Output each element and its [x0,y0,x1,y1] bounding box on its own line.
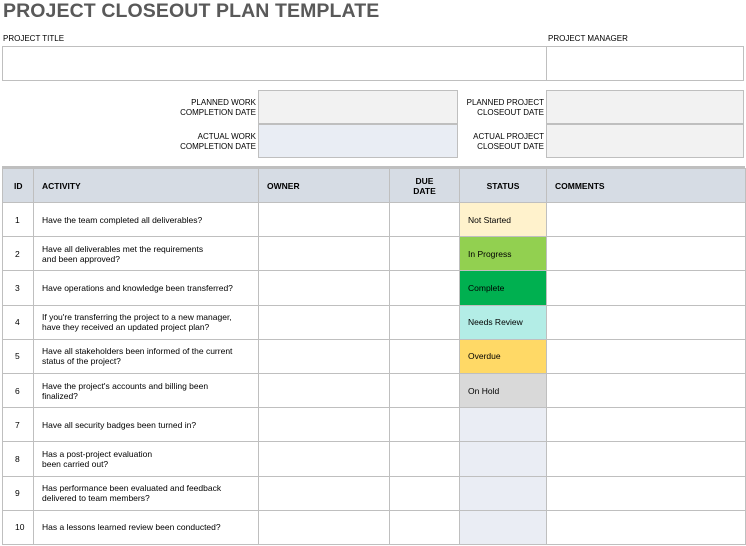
project-manager-label: PROJECT MANAGER [548,34,628,43]
closeout-table [2,168,746,545]
row-activity [34,271,259,305]
row-due-date-cell[interactable] [390,476,460,510]
row-activity [34,510,259,544]
header-due-date [390,169,460,203]
row-id: 5 [3,339,34,373]
row-owner-cell[interactable] [259,442,390,476]
header-owner: OWNER [259,169,390,203]
actual-work-label-line2: COMPLETION DATE [180,141,256,151]
header-activity: ACTIVITY [34,169,259,203]
row-id: 10 [3,510,34,544]
row-activity-line1: Have operations and knowledge been transferred? [42,282,233,293]
row-activity-line2: delivered to team members? [42,493,150,504]
actual-closeout-label-line1: ACTUAL PROJECT [473,132,544,141]
table-header-row [3,169,746,203]
row-id: 6 [3,373,34,407]
row-activity-line2: been carried out? [42,458,109,469]
row-owner-cell[interactable] [259,339,390,373]
row-status-cell[interactable]: Needs Review [460,305,547,339]
table-row [3,510,746,544]
row-status-cell[interactable]: Overdue [460,339,547,373]
row-status-cell[interactable]: Not Started [460,203,547,237]
row-activity [34,408,259,442]
row-comments-cell[interactable] [547,408,746,442]
row-due-date-cell[interactable] [390,510,460,544]
row-activity [34,305,259,339]
row-activity-line1: Have all stakeholders been informed of the current [42,346,233,357]
row-due-date-cell[interactable] [390,237,460,271]
row-comments-cell[interactable] [547,339,746,373]
header-due-line2: DATE [413,185,436,196]
project-title-field[interactable] [2,46,547,81]
row-status-cell[interactable] [460,442,547,476]
table-row [3,305,746,339]
header-due-line1: DUE [415,175,434,186]
table-row [3,237,746,271]
row-activity [34,237,259,271]
actual-work-label [136,132,256,151]
project-manager-field[interactable] [546,46,744,81]
row-due-date-cell[interactable] [390,271,460,305]
actual-work-label-line1: ACTUAL WORK [197,132,256,141]
actual-closeout-date-field[interactable] [546,124,744,158]
row-id: 4 [3,305,34,339]
row-activity-line2: and been approved? [42,253,120,264]
table-row [3,203,746,237]
row-id: 7 [3,408,34,442]
row-id: 2 [3,237,34,271]
row-activity-line1: If you're transferring the project to a new manager, [42,312,232,323]
row-owner-cell[interactable] [259,203,390,237]
row-due-date-cell[interactable] [390,442,460,476]
row-owner-cell[interactable] [259,510,390,544]
actual-closeout-label-line2: CLOSEOUT DATE [477,141,544,151]
row-activity [34,476,259,510]
table-row [3,271,746,305]
row-activity [34,373,259,407]
row-status-cell[interactable] [460,408,547,442]
table-row [3,476,746,510]
actual-closeout-label [424,132,544,151]
row-id: 8 [3,442,34,476]
row-comments-cell[interactable] [547,203,746,237]
row-due-date-cell[interactable] [390,339,460,373]
row-activity [34,203,259,237]
row-owner-cell[interactable] [259,408,390,442]
table-row [3,339,746,373]
planned-closeout-date-field[interactable] [546,90,744,124]
header-comments: COMMENTS [547,169,746,203]
table-row [3,373,746,407]
row-comments-cell[interactable] [547,237,746,271]
row-owner-cell[interactable] [259,305,390,339]
row-activity [34,442,259,476]
row-due-date-cell[interactable] [390,373,460,407]
row-activity-line1: Has a lessons learned review been conducted? [42,522,221,533]
row-activity [34,339,259,373]
planned-work-label-line2: COMPLETION DATE [180,107,256,117]
row-activity-line1: Has a post-project evaluation [42,448,153,459]
header-id: ID [3,169,34,203]
row-activity-line1: Have the project's accounts and billing been [42,380,209,391]
row-activity-line1: Has performance been evaluated and feedback [42,483,222,494]
row-id: 9 [3,476,34,510]
row-due-date-cell[interactable] [390,408,460,442]
row-comments-cell[interactable] [547,510,746,544]
row-comments-cell[interactable] [547,442,746,476]
project-title-label: PROJECT TITLE [3,34,65,43]
row-activity-line2: finalized? [42,390,78,401]
row-comments-cell[interactable] [547,271,746,305]
planned-work-label-line1: PLANNED WORK [191,98,256,107]
row-status-cell[interactable] [460,476,547,510]
row-status-cell[interactable]: Complete [460,271,547,305]
table-row [3,408,746,442]
row-status-cell[interactable] [460,510,547,544]
table-row [3,442,746,476]
row-due-date-cell[interactable] [390,203,460,237]
row-owner-cell[interactable] [259,476,390,510]
planned-work-label [136,98,256,117]
row-owner-cell[interactable] [259,271,390,305]
row-activity-line1: Have all deliverables met the requirements [42,243,204,254]
row-activity-line1: Have the team completed all deliverables? [42,214,203,225]
planned-closeout-label-line2: CLOSEOUT DATE [477,107,544,117]
row-status-cell[interactable]: In Progress [460,237,547,271]
planned-closeout-label [424,98,544,117]
row-comments-cell[interactable] [547,305,746,339]
row-owner-cell[interactable] [259,373,390,407]
row-activity-line1: Have all security badges been turned in? [42,419,197,430]
row-id: 1 [3,203,34,237]
planned-closeout-label-line1: PLANNED PROJECT [466,98,544,107]
header-status: STATUS [460,169,547,203]
row-comments-cell[interactable] [547,373,746,407]
row-activity-line2: have they received an updated project plan? [42,322,210,333]
row-owner-cell[interactable] [259,237,390,271]
row-id: 3 [3,271,34,305]
row-due-date-cell[interactable] [390,305,460,339]
row-activity-line2: status of the project? [42,356,121,367]
row-comments-cell[interactable] [547,476,746,510]
row-status-cell[interactable]: On Hold [460,373,547,407]
page-title: PROJECT CLOSEOUT PLAN TEMPLATE [3,0,380,22]
